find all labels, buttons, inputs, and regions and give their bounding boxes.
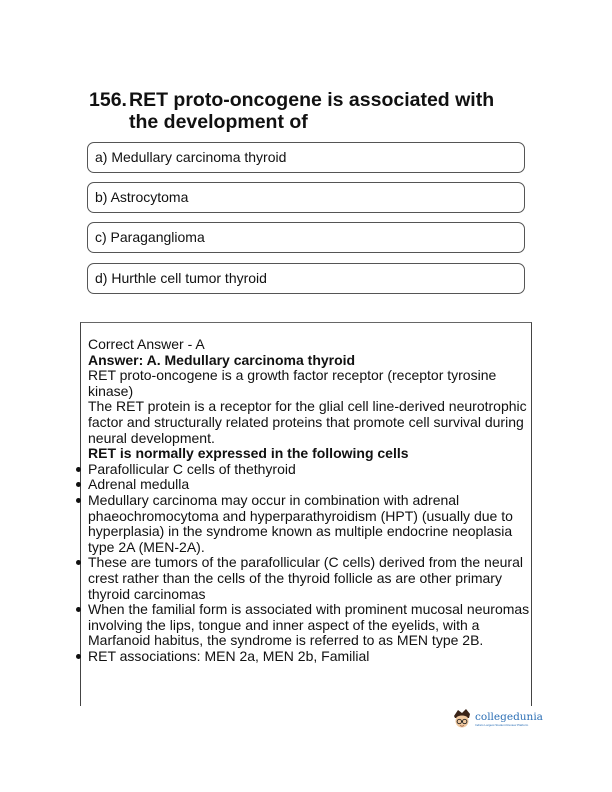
correct-answer-line: Correct Answer - A (88, 336, 205, 352)
option-label: c) Paraganglioma (95, 229, 205, 245)
explanation-subheading: RET is normally expressed in the following cells (88, 445, 409, 462)
bullet-icon (76, 654, 81, 659)
bullet-list (88, 462, 532, 665)
explanation-paragraph-1: RET proto-oncogene is a growth factor receptor (receptor tyrosine kinase) (88, 367, 497, 399)
bullet-item: These are tumors of the parafollicular (C cells) derived from the neural crest rather than the cells of the thyroid follicle as are other primary thyroid carcinomas (88, 555, 532, 602)
bullet-icon (76, 467, 81, 472)
answer-explanation (88, 337, 532, 664)
answer-heading: Answer: A. Medullary carcinoma thyroid (88, 351, 356, 368)
option-a[interactable] (87, 142, 525, 173)
bullet-item: Adrenal medulla (88, 477, 532, 493)
option-b[interactable] (87, 182, 525, 213)
option-label: d) Hurthle cell tumor thyroid (95, 270, 267, 286)
bullet-item: Parafollicular C cells of thethyroid (88, 462, 532, 478)
logo-brand-text: collegedunia (475, 710, 543, 723)
mascot-icon (452, 708, 472, 730)
bullet-item: RET associations: MEN 2a, MEN 2b, Familial (88, 649, 532, 665)
option-label: b) Astrocytoma (95, 189, 189, 205)
question-number: 156. (89, 89, 127, 111)
bullet-item: When the familial form is associated with prominent mucosal neuromas involving the lips, tongue and inner aspect of the eyelids, with a Marfanoid habitus, the syndrome is referred to as MEN type 2B. (88, 602, 532, 649)
collegedunia-logo (452, 705, 554, 733)
option-c[interactable] (87, 222, 525, 253)
bullet-icon (76, 498, 81, 503)
question-title (89, 89, 529, 133)
explanation-paragraph-2: The RET protein is a receptor for the glial cell line-derived neurotrophic factor and structurally related proteins that promote cell survival during neural development. (88, 398, 527, 446)
option-label: a) Medullary carcinoma thyroid (95, 149, 287, 165)
bullet-item: Medullary carcinoma may occur in combination with adrenal phaeochromocytoma and hyperparathyroidism (HPT) (usually due to hyperplasia) in the syndrome known as multiple endocrine neoplasia type 2A (MEN-2A). (88, 493, 532, 555)
question-text-line1: RET proto-oncogene is associated with (129, 89, 495, 111)
question-text-line2: the development of (129, 111, 308, 133)
option-d[interactable] (87, 263, 525, 294)
logo-tagline: India's Largest Student Review Platform (475, 722, 529, 727)
